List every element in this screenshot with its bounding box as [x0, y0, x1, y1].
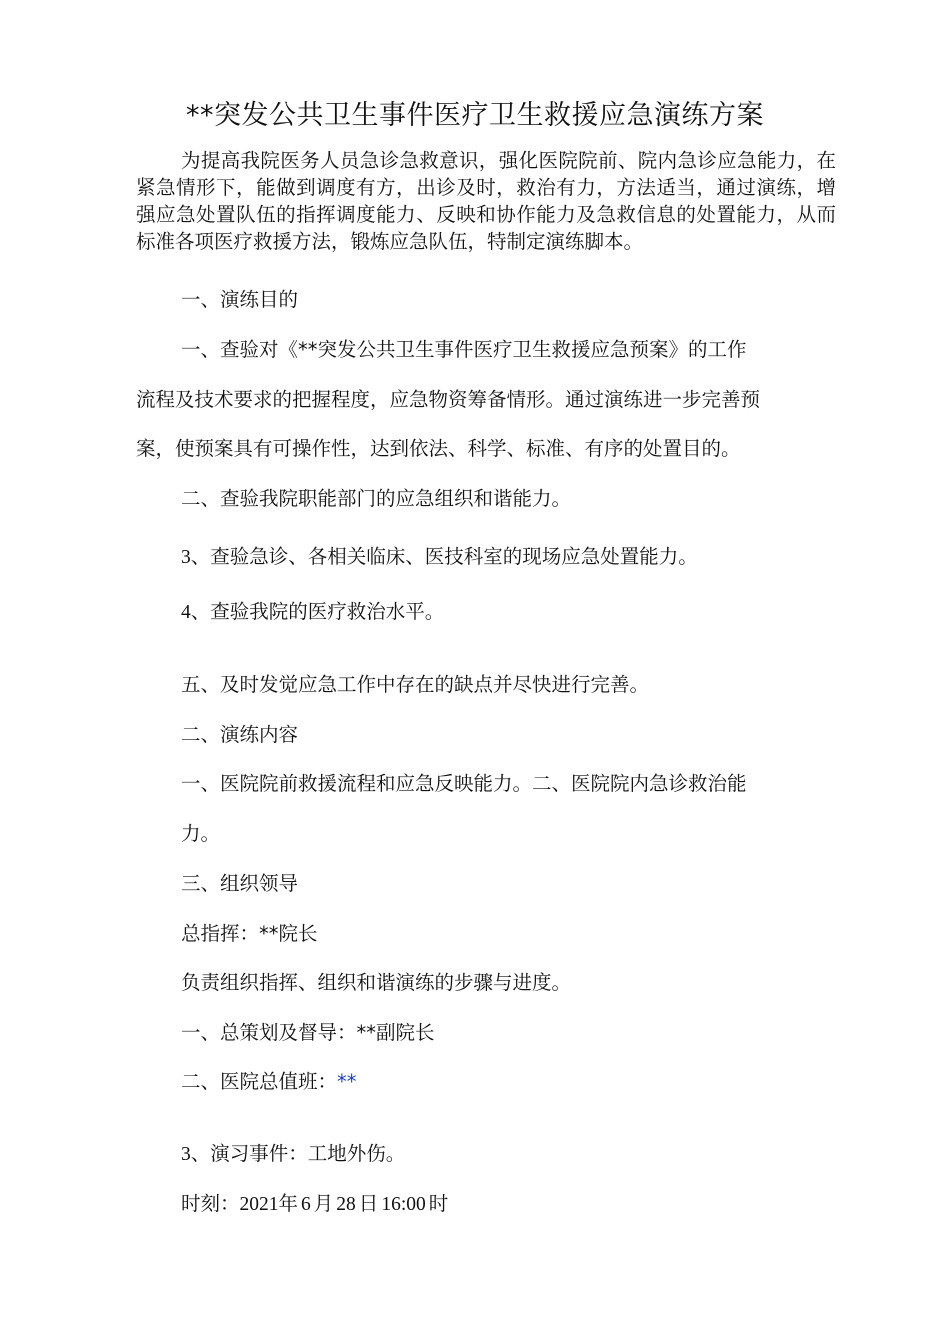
duty-officer-line	[181, 1068, 357, 1096]
section-heading-drill-purpose: 一、演练目的	[181, 288, 299, 311]
drill-time-line	[181, 1190, 448, 1219]
purpose-item-4-number: 4	[181, 602, 191, 623]
document-title: **突发公共卫生事件医疗卫生救援应急演练方案	[186, 100, 764, 131]
purpose-item-1-line-3: 案，使预案具有可操作性，达到依法、科学、标准、有序的处置目的。	[136, 437, 741, 460]
purpose-item-1-line-2: 流程及技术要求的把握程度，应急物资筹备情形。通过演练进一步完善预	[136, 388, 761, 411]
drill-time-day: 28	[336, 1194, 356, 1215]
purpose-item-4-text: 、查验我院的医疗救治水平。	[190, 600, 445, 623]
drill-time-year-unit: 年	[278, 1192, 299, 1215]
planner-line: 一、总策划及督导：**副院长	[181, 1021, 435, 1044]
drill-time-month-unit: 月	[313, 1192, 334, 1215]
drill-time-label: 时刻：	[181, 1192, 240, 1215]
drill-time-year: 2021	[239, 1194, 279, 1215]
section-heading-drill-content: 二、演练内容	[181, 723, 299, 746]
duty-officer-value: **	[337, 1070, 357, 1093]
duty-officer-label: 二、医院总值班：	[181, 1070, 338, 1093]
drill-time-day-unit: 日	[358, 1192, 379, 1215]
intro-paragraph: 为提高我院医务人员急诊急救意识，强化医院院前、院内急诊应急能力，在紧急情形下，能做到调度有方，出诊及时，救治有力，方法适当，通过演练，增强应急处置队伍的指挥调度能力、反映和协作能力及急救信息的处置能力，从而标准各项医疗救援方法，锻炼应急队伍，特制定演练脚本。	[136, 149, 836, 253]
purpose-item-4	[181, 598, 444, 627]
purpose-item-3-number: 3	[181, 547, 191, 568]
drill-event-number: 3	[181, 1144, 191, 1165]
content-line-1: 一、医院院前救援流程和应急反映能力。二、医院院内急诊救治能	[181, 772, 747, 795]
commander-line: 总指挥：**院长	[181, 922, 318, 945]
purpose-item-1-line-1: 一、查验对《**突发公共卫生事件医疗卫生救援应急预案》的工作	[181, 338, 747, 361]
drill-time-clock-unit: 时	[428, 1192, 449, 1215]
purpose-item-5: 五、及时发觉应急工作中存在的缺点并尽快进行完善。	[181, 673, 650, 696]
purpose-item-3	[181, 543, 698, 572]
purpose-item-2: 二、查验我院职能部门的应急组织和谐能力。	[181, 487, 572, 510]
commander-duty-line: 负责组织指挥、组织和谐演练的步骤与进度。	[181, 971, 572, 994]
section-heading-organization: 三、组织领导	[181, 872, 299, 895]
drill-event-text: 、演习事件：工地外伤。	[190, 1142, 406, 1165]
drill-time-month: 6	[301, 1194, 311, 1215]
content-line-2: 力。	[181, 822, 221, 845]
drill-event-line	[181, 1140, 405, 1169]
drill-time-clock: 16:00	[381, 1194, 426, 1215]
purpose-item-3-text: 、查验急诊、各相关临床、医技科室的现场应急处置能力。	[190, 545, 698, 568]
